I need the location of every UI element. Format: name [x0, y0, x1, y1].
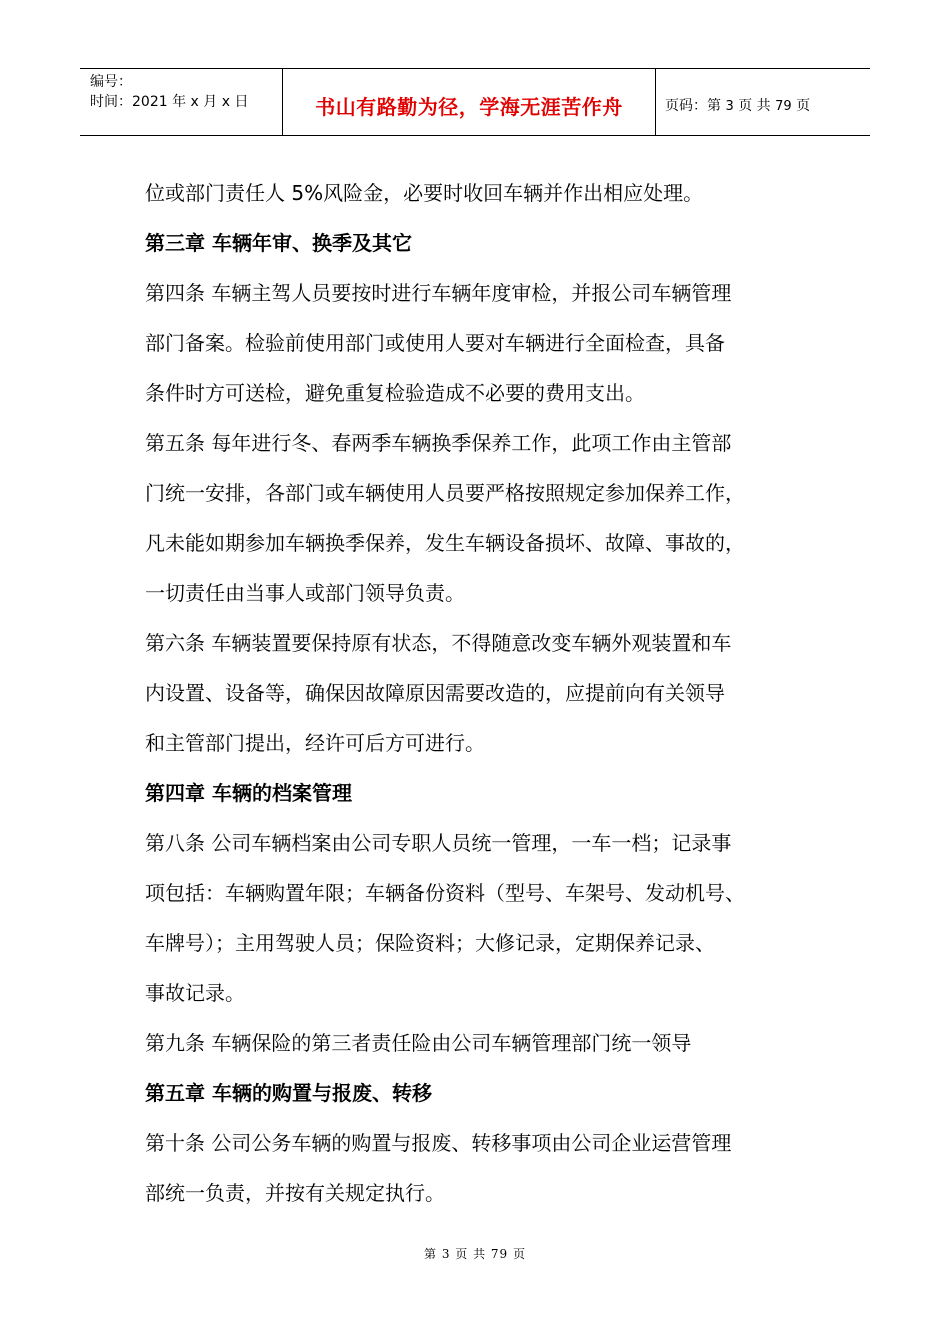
serial-number-label: 编号：	[90, 74, 132, 90]
page-number-info	[665, 95, 810, 115]
page-footer: 第 3 页 共 79 页	[424, 1247, 526, 1261]
date-label: 时间：2021 年 x 月 x 日	[90, 94, 249, 110]
paragraph-line: 第八条 公司车辆档案由公司专职人员统一管理，一车一档；记录事	[145, 831, 732, 855]
paragraph-line: 第九条 车辆保险的第三者责任险由公司车辆管理部门统一领导	[145, 1031, 692, 1055]
page-current: 3	[725, 99, 734, 114]
motto-text: 书山有路勤为径，学海无涯苦作舟	[315, 94, 623, 119]
paragraph-line: 部门备案。检验前使用部门或使用人要对车辆进行全面检查，具备	[145, 331, 725, 355]
paragraph-line: 门统一安排，各部门或车辆使用人员要严格按照规定参加保养工作，	[145, 481, 745, 505]
paragraph-line: 事故记录。	[145, 981, 245, 1005]
page-prefix: 页码：第	[665, 98, 721, 114]
header-meta-cell	[80, 69, 283, 135]
chapter-heading: 第三章 车辆年审、换季及其它	[145, 231, 412, 255]
paragraph-line: 项包括：车辆购置年限；车辆备份资料（型号、车架号、发动机号、	[145, 881, 745, 905]
document-body	[145, 168, 835, 1218]
paragraph-line: 第四条 车辆主驾人员要按时进行车辆年度审检，并报公司车辆管理	[145, 281, 732, 305]
header-motto-cell	[283, 69, 656, 135]
paragraph-line: 内设置、设备等，确保因故障原因需要改造的，应提前向有关领导	[145, 681, 725, 705]
chapter-heading: 第四章 车辆的档案管理	[145, 781, 352, 805]
paragraph-line: 一切责任由当事人或部门领导负责。	[145, 581, 465, 605]
paragraph-line: 条件时方可送检，避免重复检验造成不必要的费用支出。	[145, 381, 645, 405]
paragraph-line: 部统一负责，并按有关规定执行。	[145, 1181, 445, 1205]
header-page-cell	[656, 69, 870, 135]
paragraph-line: 凡未能如期参加车辆换季保养，发生车辆设备损坏、故障、事故的，	[145, 531, 745, 555]
paragraph-line: 和主管部门提出，经许可后方可进行。	[145, 731, 485, 755]
paragraph-line: 第六条 车辆装置要保持原有状态，不得随意改变车辆外观装置和车	[145, 631, 732, 655]
page-suffix: 页	[796, 98, 811, 114]
page-header	[80, 68, 870, 136]
page-total: 79	[775, 99, 792, 114]
paragraph-line: 车牌号）；主用驾驶人员；保险资料；大修记录，定期保养记录、	[145, 931, 715, 955]
paragraph-line: 第十条 公司公务车辆的购置与报废、转移事项由公司企业运营管理	[145, 1131, 732, 1155]
page-middle: 页 共	[738, 98, 771, 114]
paragraph-line: 第五条 每年进行冬、春两季车辆换季保养工作，此项工作由主管部	[145, 431, 732, 455]
chapter-heading: 第五章 车辆的购置与报废、转移	[145, 1081, 432, 1105]
paragraph-line: 位或部门责任人 5%风险金，必要时收回车辆并作出相应处理。	[145, 181, 704, 205]
